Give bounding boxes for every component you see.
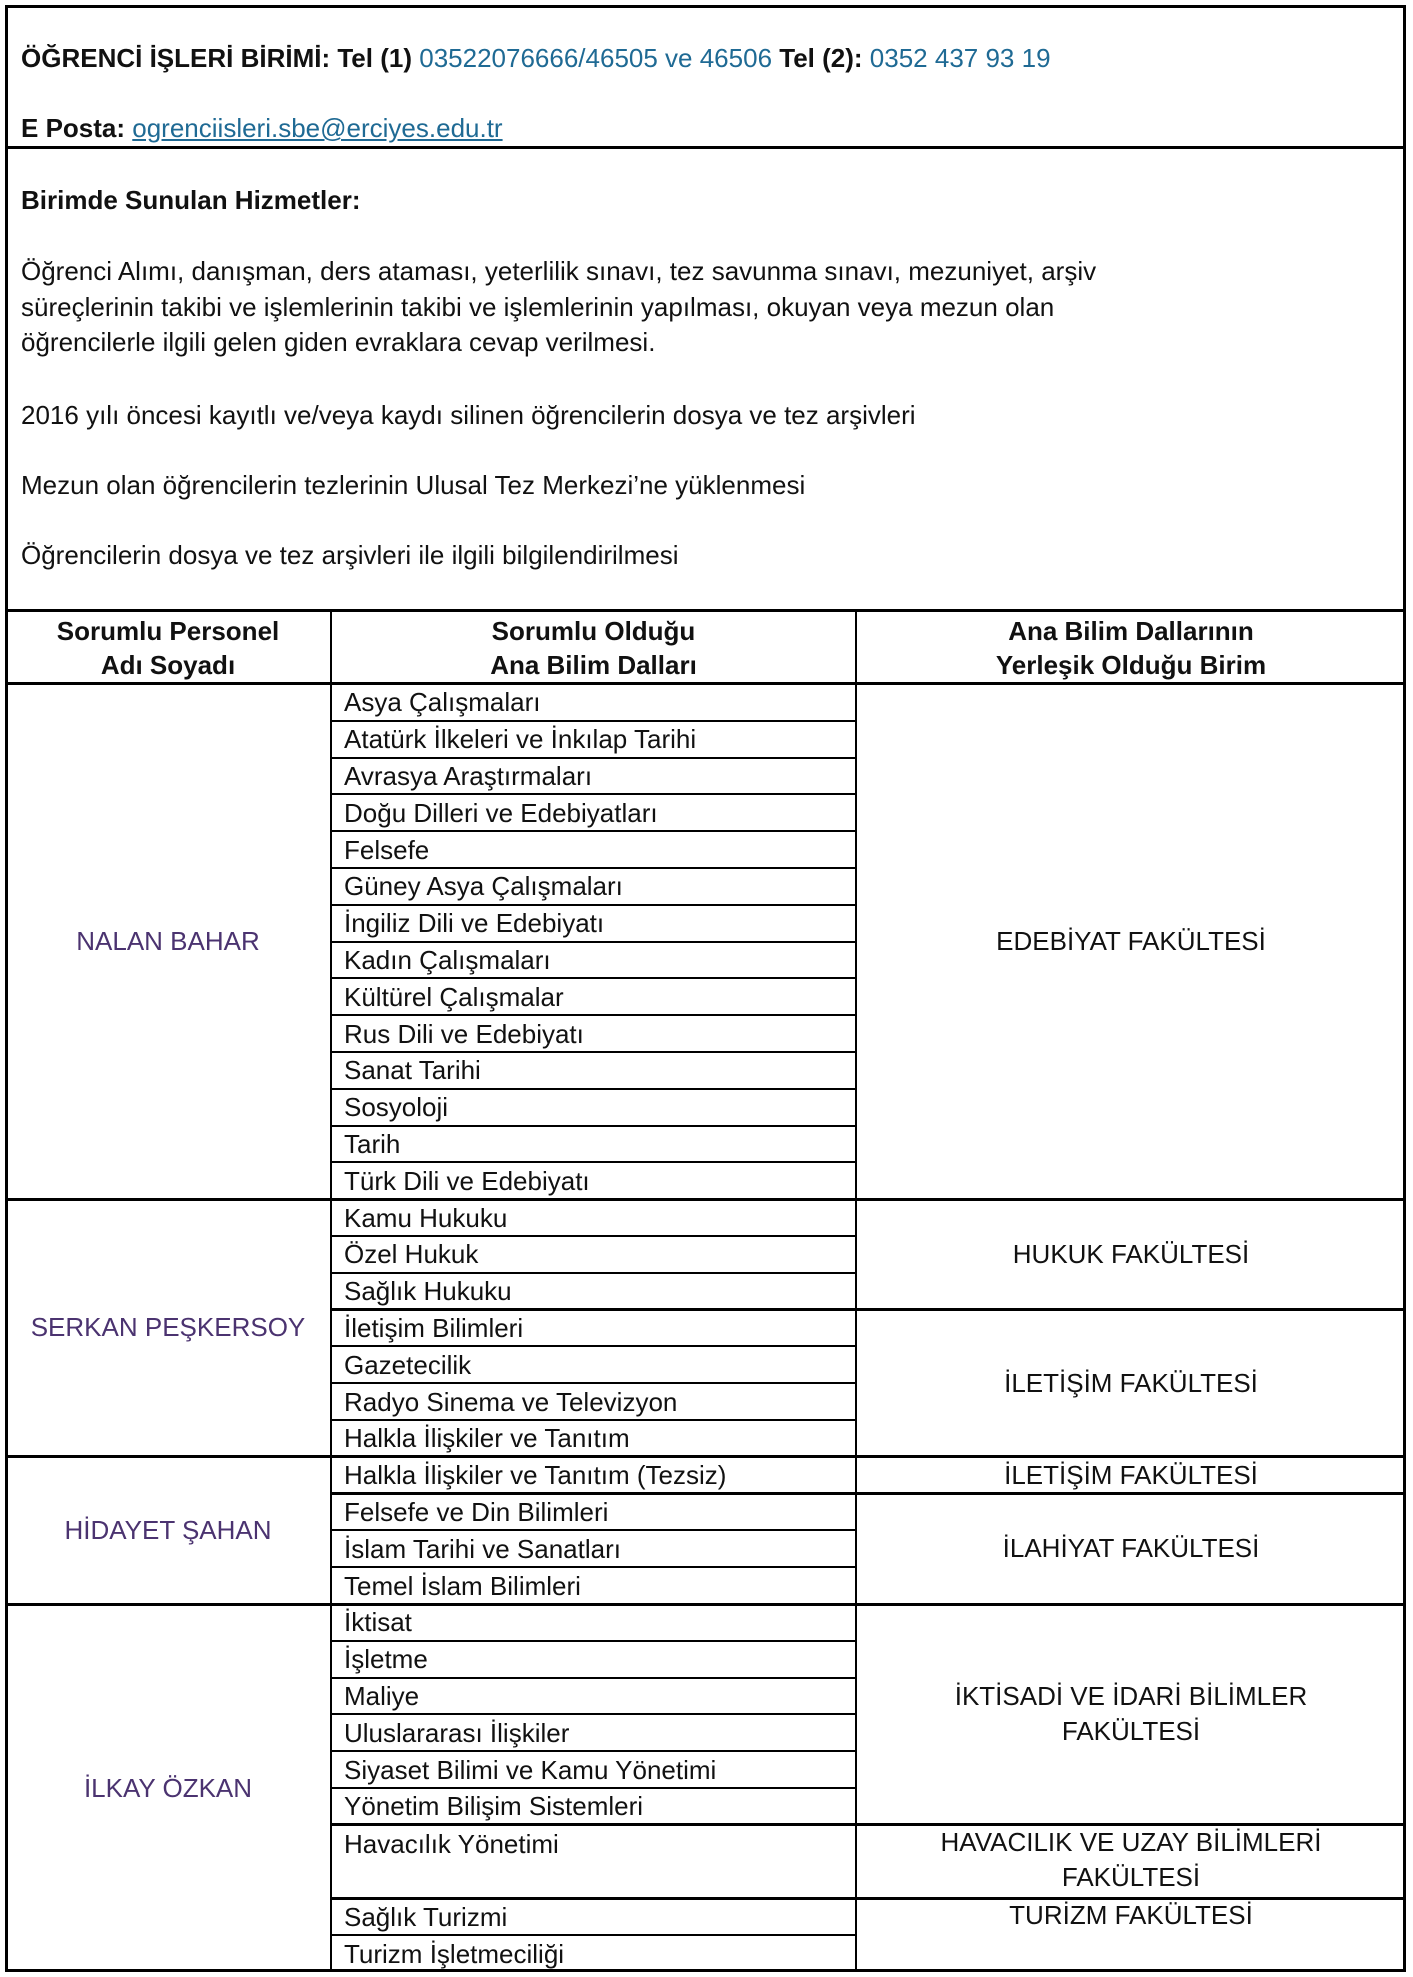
department-cell: Sağlık Hukuku [344,1276,512,1307]
department-cell: Yönetim Bilişim Sistemleri [344,1791,644,1822]
department-cell: Felsefe ve Din Bilimleri [344,1496,609,1527]
department-cell: Güney Asya Çalışmaları [344,871,623,902]
department-cell: Kültürel Çalışmalar [344,981,564,1012]
department-cell: İktisat [344,1607,412,1638]
faculty-cell [856,684,1406,1199]
department-cell: Havacılık Yönetimi [344,1828,559,1859]
contact-line [21,40,1051,76]
department-cell: Özel Hukuk [344,1239,479,1270]
faculty-name-line: İLETİŞİM FAKÜLTESİ [1004,1367,1258,1398]
department-cell: Kadın Çalışmaları [344,944,551,975]
email-label: E Posta: [21,113,126,143]
department-cell: İslam Tarihi ve Sanatları [344,1533,621,1564]
tel1-label: Tel (1) [337,43,412,73]
header-personnel-line1: Sorumlu Personel [56,615,280,646]
department-cell: Siyaset Bilimi ve Kamu Yönetimi [344,1754,717,1785]
header-faculty [856,611,1406,684]
tel2-value[interactable]: 0352 437 93 19 [869,43,1051,73]
services-heading: Birimde Sunulan Hizmetler: [21,185,361,215]
department-cell: Gazetecilik [344,1349,472,1380]
header-departments-line2: Ana Bilim Dalları [490,649,697,680]
department-cell: İngiliz Dili ve Edebiyatı [344,908,605,939]
faculty-cell [856,1457,1406,1494]
department-cell: Türk Dili ve Edebiyatı [344,1165,590,1196]
services-paragraph-line: öğrencilerle ilgili gelen giden evraklara cevap verilmesi. [21,327,656,357]
tel1-value[interactable]: 03522076666/46505 ve 46506 [419,43,773,73]
unit-label: ÖĞRENCİ İŞLERİ BİRİMİ: [21,43,331,73]
personnel-name: NALAN BAHAR [76,926,260,957]
services-paragraph-line: Öğrenci Alımı, danışman, ders ataması, yeterlilik sınavı, tez savunma sınavı, mezuniyet, arşiv [21,256,1097,286]
faculty-cell [856,1825,1406,1899]
service-item: 2016 yılı öncesi kayıtlı ve/veya kaydı silinen öğrencilerin dosya ve tez arşivleri [21,400,916,430]
faculty-name-line: HAVACILIK VE UZAY BİLİMLERİ [940,1826,1322,1857]
tel2-label: Tel (2): [779,43,863,73]
email-link[interactable]: ogrenciisleri.sbe@erciyes.edu.tr [132,113,503,143]
faculty-name-line: İLAHİYAT FAKÜLTESİ [1002,1533,1260,1564]
header-personnel [5,611,331,684]
department-cell: İşletme [344,1644,428,1675]
header-personnel-line2: Adı Soyadı [100,649,236,680]
header-departments-line1: Sorumlu Olduğu [491,615,696,646]
department-cell: Uluslararası İlişkiler [344,1717,570,1748]
faculty-name-line: EDEBİYAT FAKÜLTESİ [996,926,1266,957]
faculty-name-line: FAKÜLTESİ [1061,1716,1201,1747]
department-cell: Avrasya Araştırmaları [344,760,593,791]
department-cell: Halkla İlişkiler ve Tanıtım (Tezsiz) [344,1460,727,1491]
header-departments [331,611,856,684]
department-cell: Turizm İşletmeciliği [344,1938,565,1969]
email-line [21,110,503,146]
faculty-cell [856,1604,1406,1825]
services-paragraph [21,254,1096,361]
service-item: Öğrencilerin dosya ve tez arşivleri ile ilgili bilgilendirilmesi [21,540,679,570]
department-cell: Sanat Tarihi [344,1055,481,1086]
personnel-name: SERKAN PEŞKERSOY [30,1312,306,1343]
faculty-cell [856,1494,1406,1604]
faculty-name-line: FAKÜLTESİ [1061,1861,1201,1892]
department-cell: Radyo Sinema ve Televizyon [344,1386,678,1417]
faculty-cell [856,1310,1406,1457]
department-cell: Asya Çalışmaları [344,687,541,718]
faculty-cell [856,1199,1406,1309]
faculty-cell [856,1898,1406,1972]
column-divider [855,611,857,1972]
service-item: Mezun olan öğrencilerin tezlerinin Ulusal Tez Merkezi’ne yüklenmesi [21,470,806,500]
section-divider [5,146,1406,149]
department-cell: Sosyoloji [344,1092,449,1123]
header-faculty-line1: Ana Bilim Dallarının [1008,615,1254,646]
department-cell: Tarih [344,1128,401,1159]
faculty-name-line: İKTİSADİ VE İDARİ BİLİMLER [954,1681,1308,1712]
services-paragraph-line: süreçlerinin takibi ve işlemlerinin takibi ve işlemlerinin yapılması, okuyan veya mezun olan [21,291,1055,322]
personnel-name: İLKAY ÖZKAN [83,1772,253,1803]
department-cell: Temel İslam Bilimleri [344,1570,581,1601]
department-cell: Maliye [344,1680,420,1711]
department-cell: Felsefe [344,834,430,865]
department-cell: Atatürk İlkeleri ve İnkılap Tarihi [344,724,697,755]
faculty-name-line: TURİZM FAKÜLTESİ [1009,1900,1253,1931]
faculty-name-line: İLETİŞİM FAKÜLTESİ [1004,1459,1258,1490]
department-cell: Rus Dili ve Edebiyatı [344,1018,584,1049]
department-cell: İletişim Bilimleri [344,1312,524,1343]
department-cell: Halkla İlişkiler ve Tanıtım [344,1423,630,1454]
personnel-name: HİDAYET ŞAHAN [64,1514,272,1545]
department-cell: Kamu Hukuku [344,1202,508,1233]
department-cell: Doğu Dilleri ve Edebiyatları [344,797,658,828]
header-faculty-line2: Yerleşik Olduğu Birim [995,649,1267,680]
faculty-name-line: HUKUK FAKÜLTESİ [1012,1238,1250,1269]
column-divider [330,611,332,1972]
department-cell: Sağlık Turizmi [344,1901,508,1932]
